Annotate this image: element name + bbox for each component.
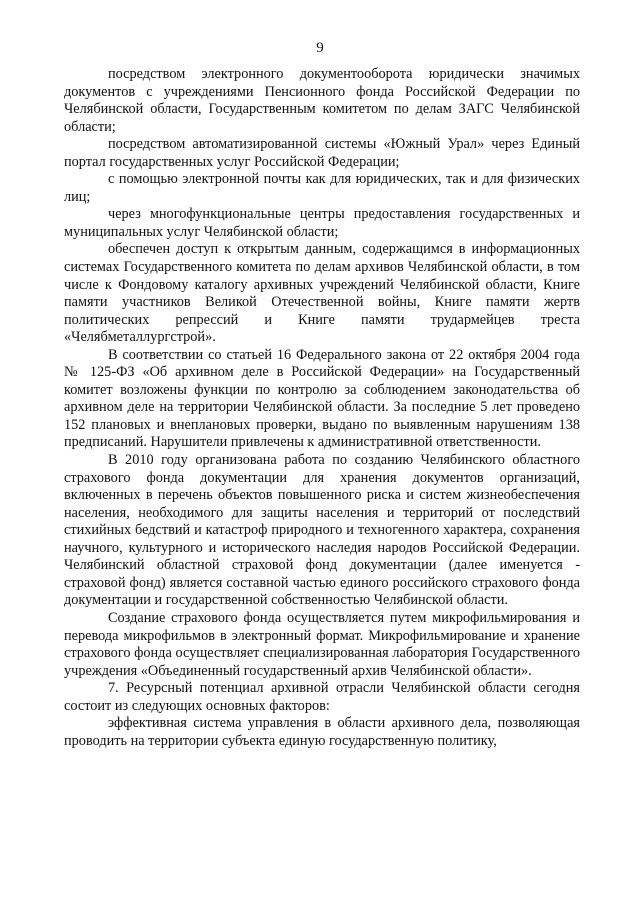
paragraph: 7. Ресурсный потенциал архивной отрасли Челябинской области сегодня состоит из следующих основных факторов: bbox=[64, 680, 580, 714]
paragraph: посредством электронного документооборота юридически значимых документов с учреждениями Пенсионного фонда Российской Федерации по Челябинской области, Государственным комитетом по делам ЗАГС Челябинской области; bbox=[64, 66, 580, 135]
paragraph: В соответствии со статьей 16 Федерального закона от 22 октября 2004 года № 125-ФЗ «Об архивном деле в Российской Федерации» на Государственный комитет возложены функции по контролю за соблюдением законодательства об архивном деле на территории Челябинской области. За последние 5 лет проведено 152 плановых и внеплановых проверки, выдано по выявленным нарушениям 138 предписаний. Нарушители привлечены к административной ответственности. bbox=[64, 346, 580, 451]
paragraph: с помощью электронной почты как для юридических, так и для физических лиц; bbox=[64, 171, 580, 205]
document-body bbox=[64, 66, 580, 750]
paragraph: эффективная система управления в области архивного дела, позволяющая проводить на территории субъекта единую государственную политику, bbox=[64, 715, 580, 749]
paragraph: через многофункциональные центры предоставления государственных и муниципальных услуг Челябинской области; bbox=[64, 206, 580, 240]
paragraph: Создание страхового фонда осуществляется путем микрофильмирования и перевода микрофильмов в электронный формат. Микрофильмирование и хранение страхового фонда осуществляет специализированная лаборатория Государственного учреждения «Объединенный государственный архив Челябинской области». bbox=[64, 609, 580, 679]
paragraph: посредством автоматизированной системы «Южный Урал» через Единый портал государственных услуг Российской Федерации; bbox=[64, 136, 580, 170]
page-number: 9 bbox=[316, 40, 324, 56]
paragraph: обеспечен доступ к открытым данным, содержащимся в информационных системах Государственного комитета по делам архивов Челябинской области, в том числе к Фондовому каталогу архивных учреждений Челябинской области, Книге памяти участников Великой Отечественной войны, Книге памяти жертв политических репрессий и Книге памяти трудармейцев треста «Челябметаллургстрой». bbox=[64, 241, 580, 346]
paragraph: В 2010 году организована работа по созданию Челябинского областного страхового фонда документации для хранения документов организаций, включенных в перечень объектов повышенного риска и систем жизнеобеспечения населения, необходимого для защиты населения и территорий от последствий стихийных бедствий и катастроф природного и техногенного характера, сохранения научного, культурного и исторического наследия народов Российской Федерации. Челябинский областной страховой фонд документации (далее именуется - страховой фонд) является составной частью единого российского страхового фонда документации и государственной собственностью Челябинской области. bbox=[64, 452, 580, 609]
